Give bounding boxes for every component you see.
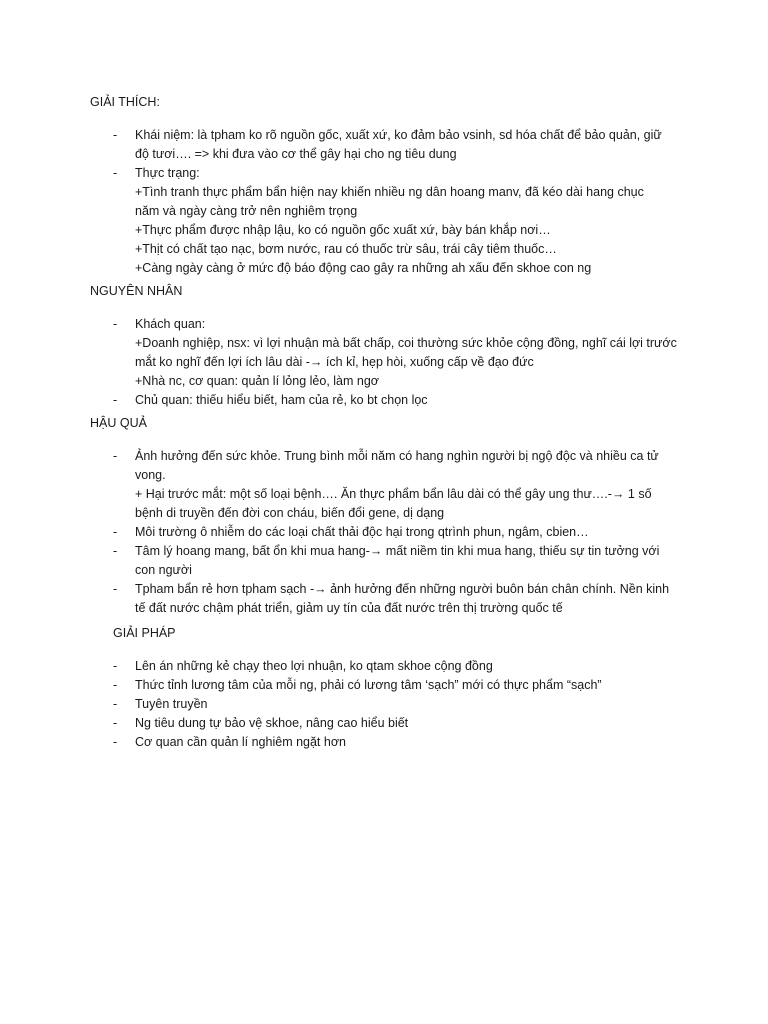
text-line: + Hại trước mắt: một số loại bệnh…. Ăn thực phẩm bẩn lâu dài có thể gây ung thư….-→ 1 số [135, 487, 652, 501]
list-item [90, 164, 690, 278]
bullet-dash: - [113, 582, 118, 596]
text-line: vong. [135, 468, 166, 482]
text-line: Tpham bẩn rẻ hơn tpham sạch -→ ảnh hưởng đến những người buôn bán chân chính. Nền kinh [135, 582, 670, 596]
text-line: con người [135, 563, 192, 577]
text-line: +Tình tranh thực phẩm bẩn hiện nay khiến nhiều ng dân hoang manv, đã kéo dài hang chục [135, 185, 644, 199]
text-line: Khách quan: [135, 317, 206, 331]
list-item [90, 657, 690, 676]
section-nguyen-nhan [90, 282, 690, 410]
list-item [90, 714, 690, 733]
section-heading: GIẢI PHÁP [113, 626, 176, 640]
bullet-list [90, 447, 690, 618]
section-heading: NGUYÊN NHÂN [90, 284, 183, 298]
text-line: Ảnh hưởng đến sức khỏe. Trung bình mỗi năm có hang nghìn người bị ngộ độc và nhiều ca tử [135, 449, 659, 463]
bullet-dash: - [113, 128, 118, 142]
text-line: Thức tỉnh lương tâm của mỗi ng, phải có lương tâm ‘sạch” mới có thực phẩm “sạch” [135, 678, 602, 692]
list-item [90, 695, 690, 714]
text-line: Chủ quan: thiếu hiểu biết, ham của rẻ, ko bt chọn lọc [135, 393, 428, 407]
bullet-dash: - [113, 393, 118, 407]
list-item [90, 733, 690, 752]
bullet-dash: - [113, 525, 118, 539]
list-item [90, 315, 690, 391]
text-line: tế đất nước chậm phát triển, giảm uy tín của đất nước trên thị trường quốc tế [135, 601, 563, 615]
list-item [90, 542, 690, 580]
bullet-dash: - [113, 317, 118, 331]
bullet-dash: - [113, 697, 118, 711]
list-item [90, 447, 690, 523]
bullet-list [90, 126, 690, 278]
text-line: Môi trường ô nhiễm do các loại chất thải độc hại trong qtrình phun, ngâm, cbien… [135, 525, 589, 539]
bullet-dash: - [113, 659, 118, 673]
text-line: +Thực phẩm được nhập lậu, ko có nguồn gốc xuất xứ, bày bán khắp nơi… [135, 223, 551, 237]
text-line: +Càng ngày càng ở mức độ báo động cao gây ra những ah xấu đến skhoe con ng [135, 261, 592, 275]
text-line: độ tươi…. => khi đưa vào cơ thể gây hại cho ng tiêu dung [135, 147, 457, 161]
text-line: +Nhà nc, cơ quan: quản lí lỏng lẻo, làm ngơ [135, 374, 379, 388]
section-giai-phap [90, 624, 690, 752]
bullet-dash: - [113, 716, 118, 730]
text-line: +Doanh nghiệp, nsx: vì lợi nhuận mà bất chấp, coi thường sức khỏe cộng đồng, nghĩ cái lợi trước [135, 336, 677, 350]
text-line: mắt ko nghĩ đến lợi ích lâu dài -→ ích kỉ, hẹp hòi, xuống cấp về đạo đức [135, 355, 534, 369]
bullet-list [90, 657, 690, 752]
list-item [90, 580, 690, 618]
bullet-list [90, 315, 690, 410]
text-line: Thực trạng: [135, 166, 200, 180]
bullet-dash: - [113, 449, 118, 463]
section-giai-thich [90, 93, 690, 278]
text-line: Lên án những kẻ chạy theo lợi nhuận, ko qtam skhoe cộng đồng [135, 659, 493, 673]
text-line: năm và ngày càng trở nên nghiêm trọng [135, 204, 358, 218]
text-line: +Thịt có chất tạo nạc, bơm nước, rau có thuốc trừ sâu, trái cây tiêm thuốc… [135, 242, 557, 256]
bullet-dash: - [113, 678, 118, 692]
text-line: Cơ quan cần quản lí nghiêm ngặt hơn [135, 735, 346, 749]
text-line: bệnh di truyền đến đời con cháu, biến đổi gene, dị dạng [135, 506, 445, 520]
bullet-dash: - [113, 544, 118, 558]
section-heading: HẬU QUẢ [90, 416, 147, 430]
list-item [90, 391, 690, 410]
text-line: Khái niệm: là tpham ko rõ nguồn gốc, xuất xứ, ko đảm bảo vsinh, sd hóa chất để bảo quản, giữ [135, 128, 662, 142]
text-line: Tâm lý hoang mang, bất ổn khi mua hang-→ mất niềm tin khi mua hang, thiếu sự tin tưởng với [135, 544, 660, 558]
text-line: Tuyên truyền [135, 697, 208, 711]
section-hau-qua [90, 414, 690, 618]
bullet-dash: - [113, 735, 118, 749]
section-heading: GIẢI THÍCH: [90, 95, 160, 109]
list-item [90, 676, 690, 695]
text-line: Ng tiêu dung tự bảo vệ skhoe, nâng cao hiểu biết [135, 716, 409, 730]
bullet-dash: - [113, 166, 118, 180]
list-item [90, 126, 690, 164]
list-item [90, 523, 690, 542]
